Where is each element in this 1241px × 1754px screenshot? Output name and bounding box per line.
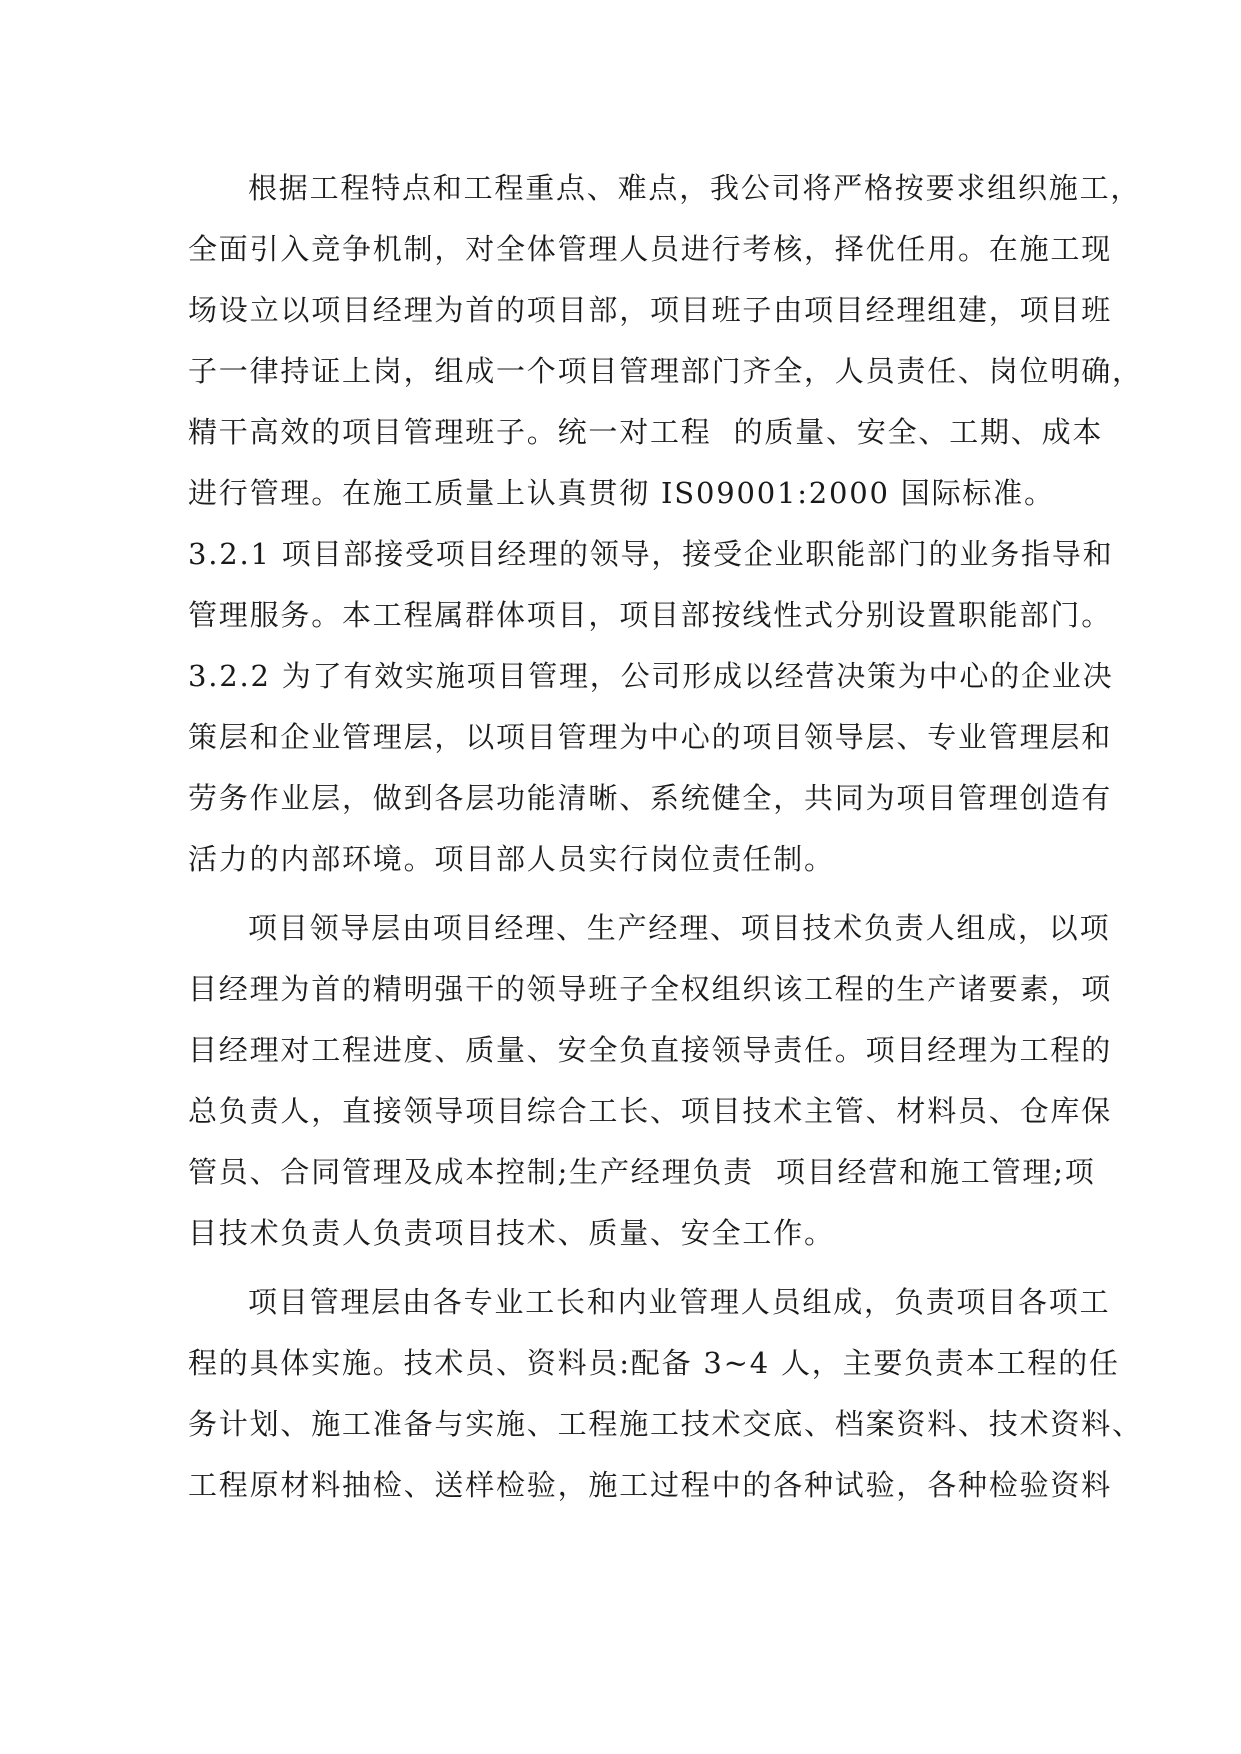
paragraph-management-line-1: 项目管理层由各专业工长和内业管理人员组成，负责项目各项工 [248,1285,1111,1319]
paragraph-management-line-4: 工程原材料抽检、送样检验，施工过程中的各种试验，各种检验资料 [188,1468,1113,1502]
section-3-2-1-line-2: 管理服务。本工程属群体项目，项目部按线性式分别设置职能部门。 [188,598,1113,632]
paragraph-management-line-2: 程的具体实施。技术员、资料员:配备 3~4 人，主要负责本工程的任 [188,1346,1120,1380]
paragraph-leadership-line-6: 目技术负责人负责项目技术、质量、安全工作。 [188,1216,835,1250]
section-3-2-1-line-1: 3.2.1 项目部接受项目经理的领导，接受企业职能部门的业务指导和 [188,537,1114,571]
paragraph-1-line-2: 全面引入竞争机制，对全体管理人员进行考核，择优任用。在施工现 [188,232,1113,266]
paragraph-leadership-line-4: 总负责人，直接领导项目综合工长、项目技术主管、材料员、仓库保 [188,1094,1113,1128]
paragraph-leadership-line-5: 管员、合同管理及成本控制;生产经理负责 项目经营和施工管理;项 [188,1155,1096,1189]
section-3-2-2-line-2: 策层和企业管理层，以项目管理为中心的项目领导层、专业管理层和 [188,720,1113,754]
paragraph-leadership-line-3: 目经理对工程进度、质量、安全负直接领导责任。项目经理为工程的 [188,1033,1113,1067]
paragraph-1-line-4: 子一律持证上岗，组成一个项目管理部门齐全，人员责任、岗位明确， [188,354,1143,388]
paragraph-1-line-1: 根据工程特点和工程重点、难点，我公司将严格按要求组织施工， [248,171,1142,205]
paragraph-1-line-5: 精干高效的项目管理班子。统一对工程 的质量、安全、工期、成本 [188,415,1104,449]
section-3-2-2-line-3: 劳务作业层，做到各层功能清晰、系统健全，共同为项目管理创造有 [188,781,1113,815]
document-body [188,158,1143,1516]
section-3-2-2-line-1: 3.2.2 为了有效实施项目管理，公司形成以经营决策为中心的企业决 [188,659,1114,693]
paragraph-leadership-line-1: 项目领导层由项目经理、生产经理、项目技术负责人组成，以项 [248,911,1111,945]
section-3-2-2-line-4: 活力的内部环境。项目部人员实行岗位责任制。 [188,842,835,876]
paragraph-management-line-3: 务计划、施工准备与实施、工程施工技术交底、档案资料、技术资料、 [188,1407,1143,1441]
paragraph-leadership-line-2: 目经理为首的精明强干的领导班子全权组织该工程的生产诸要素，项 [188,972,1113,1006]
paragraph-1-line-6: 进行管理。在施工质量上认真贯彻 IS09001:2000 国际标准。 [188,476,1055,510]
paragraph-1-line-3: 场设立以项目经理为首的项目部，项目班子由项目经理组建，项目班 [188,293,1113,327]
